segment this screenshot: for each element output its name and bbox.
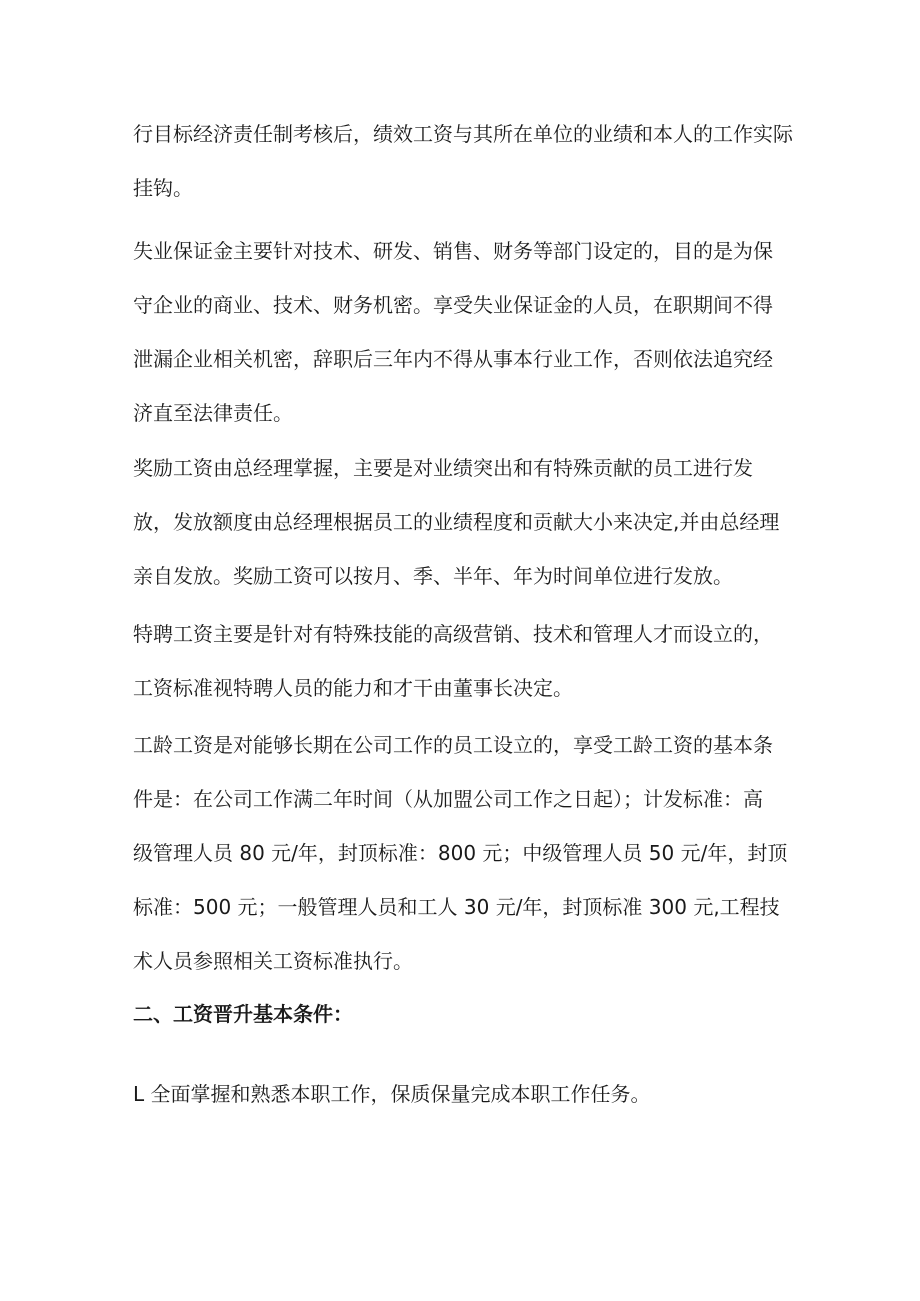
text-line: 标准：500 元；一般管理人员和工人 30 元/年，封顶标准 300 元,工程技 [133,895,780,919]
text-line: 级管理人员 80 元/年，封顶标准：800 元；中级管理人员 50 元/年，封顶 [133,841,788,865]
section-heading: 二、工资晋升基本条件： [133,1002,353,1026]
text-line: 奖励工资由总经理掌握，主要是对业绩突出和有特殊贡献的员工进行发 [133,456,753,480]
text-line: 工资标准视特聘人员的能力和才干由董事长决定。 [133,676,573,700]
text-line: 工龄工资是对能够长期在公司工作的员工设立的，享受工龄工资的基本条 [133,733,773,757]
paragraph-seniority-pay [133,718,798,988]
text-line: 挂钩。 [133,176,193,200]
list-item [133,1067,798,1121]
text-line: 特聘工资主要是针对有特殊技能的高级营销、技术和管理人才而设立的， [133,622,773,646]
paragraph-unemployment-guarantee [133,224,798,440]
text-line: 济直至法律责任。 [133,401,293,425]
paragraph-special-hire-pay [133,607,798,715]
text-line: L 全面掌握和熟悉本职工作，保质保量完成本职工作任务。 [133,1082,651,1106]
paragraph-performance-pay [133,107,798,215]
text-line: 亲自发放。奖励工资可以按月、季、半年、年为时间单位进行发放。 [133,564,733,588]
text-line: 放，发放额度由总经理根据员工的业绩程度和贡献大小来决定,并由总经理 [133,510,780,534]
text-line: 泄漏企业相关机密，辞职后三年内不得从事本行业工作，否则依法追究经 [133,347,773,371]
text-line: 守企业的商业、技术、财务机密。享受失业保证金的人员，在职期间不得 [133,293,773,317]
text-line: 失业保证金主要针对技术、研发、销售、财务等部门设定的，目的是为保 [133,239,773,263]
text-line: 件是：在公司工作满二年时间（从加盟公司工作之日起）；计发标准：高 [133,787,763,811]
paragraph-bonus-pay [133,441,798,603]
text-line: 行目标经济责任制考核后，绩效工资与其所在单位的业绩和本人的工作实际 [133,122,793,146]
text-line: 术人员参照相关工资标准执行。 [133,949,413,973]
